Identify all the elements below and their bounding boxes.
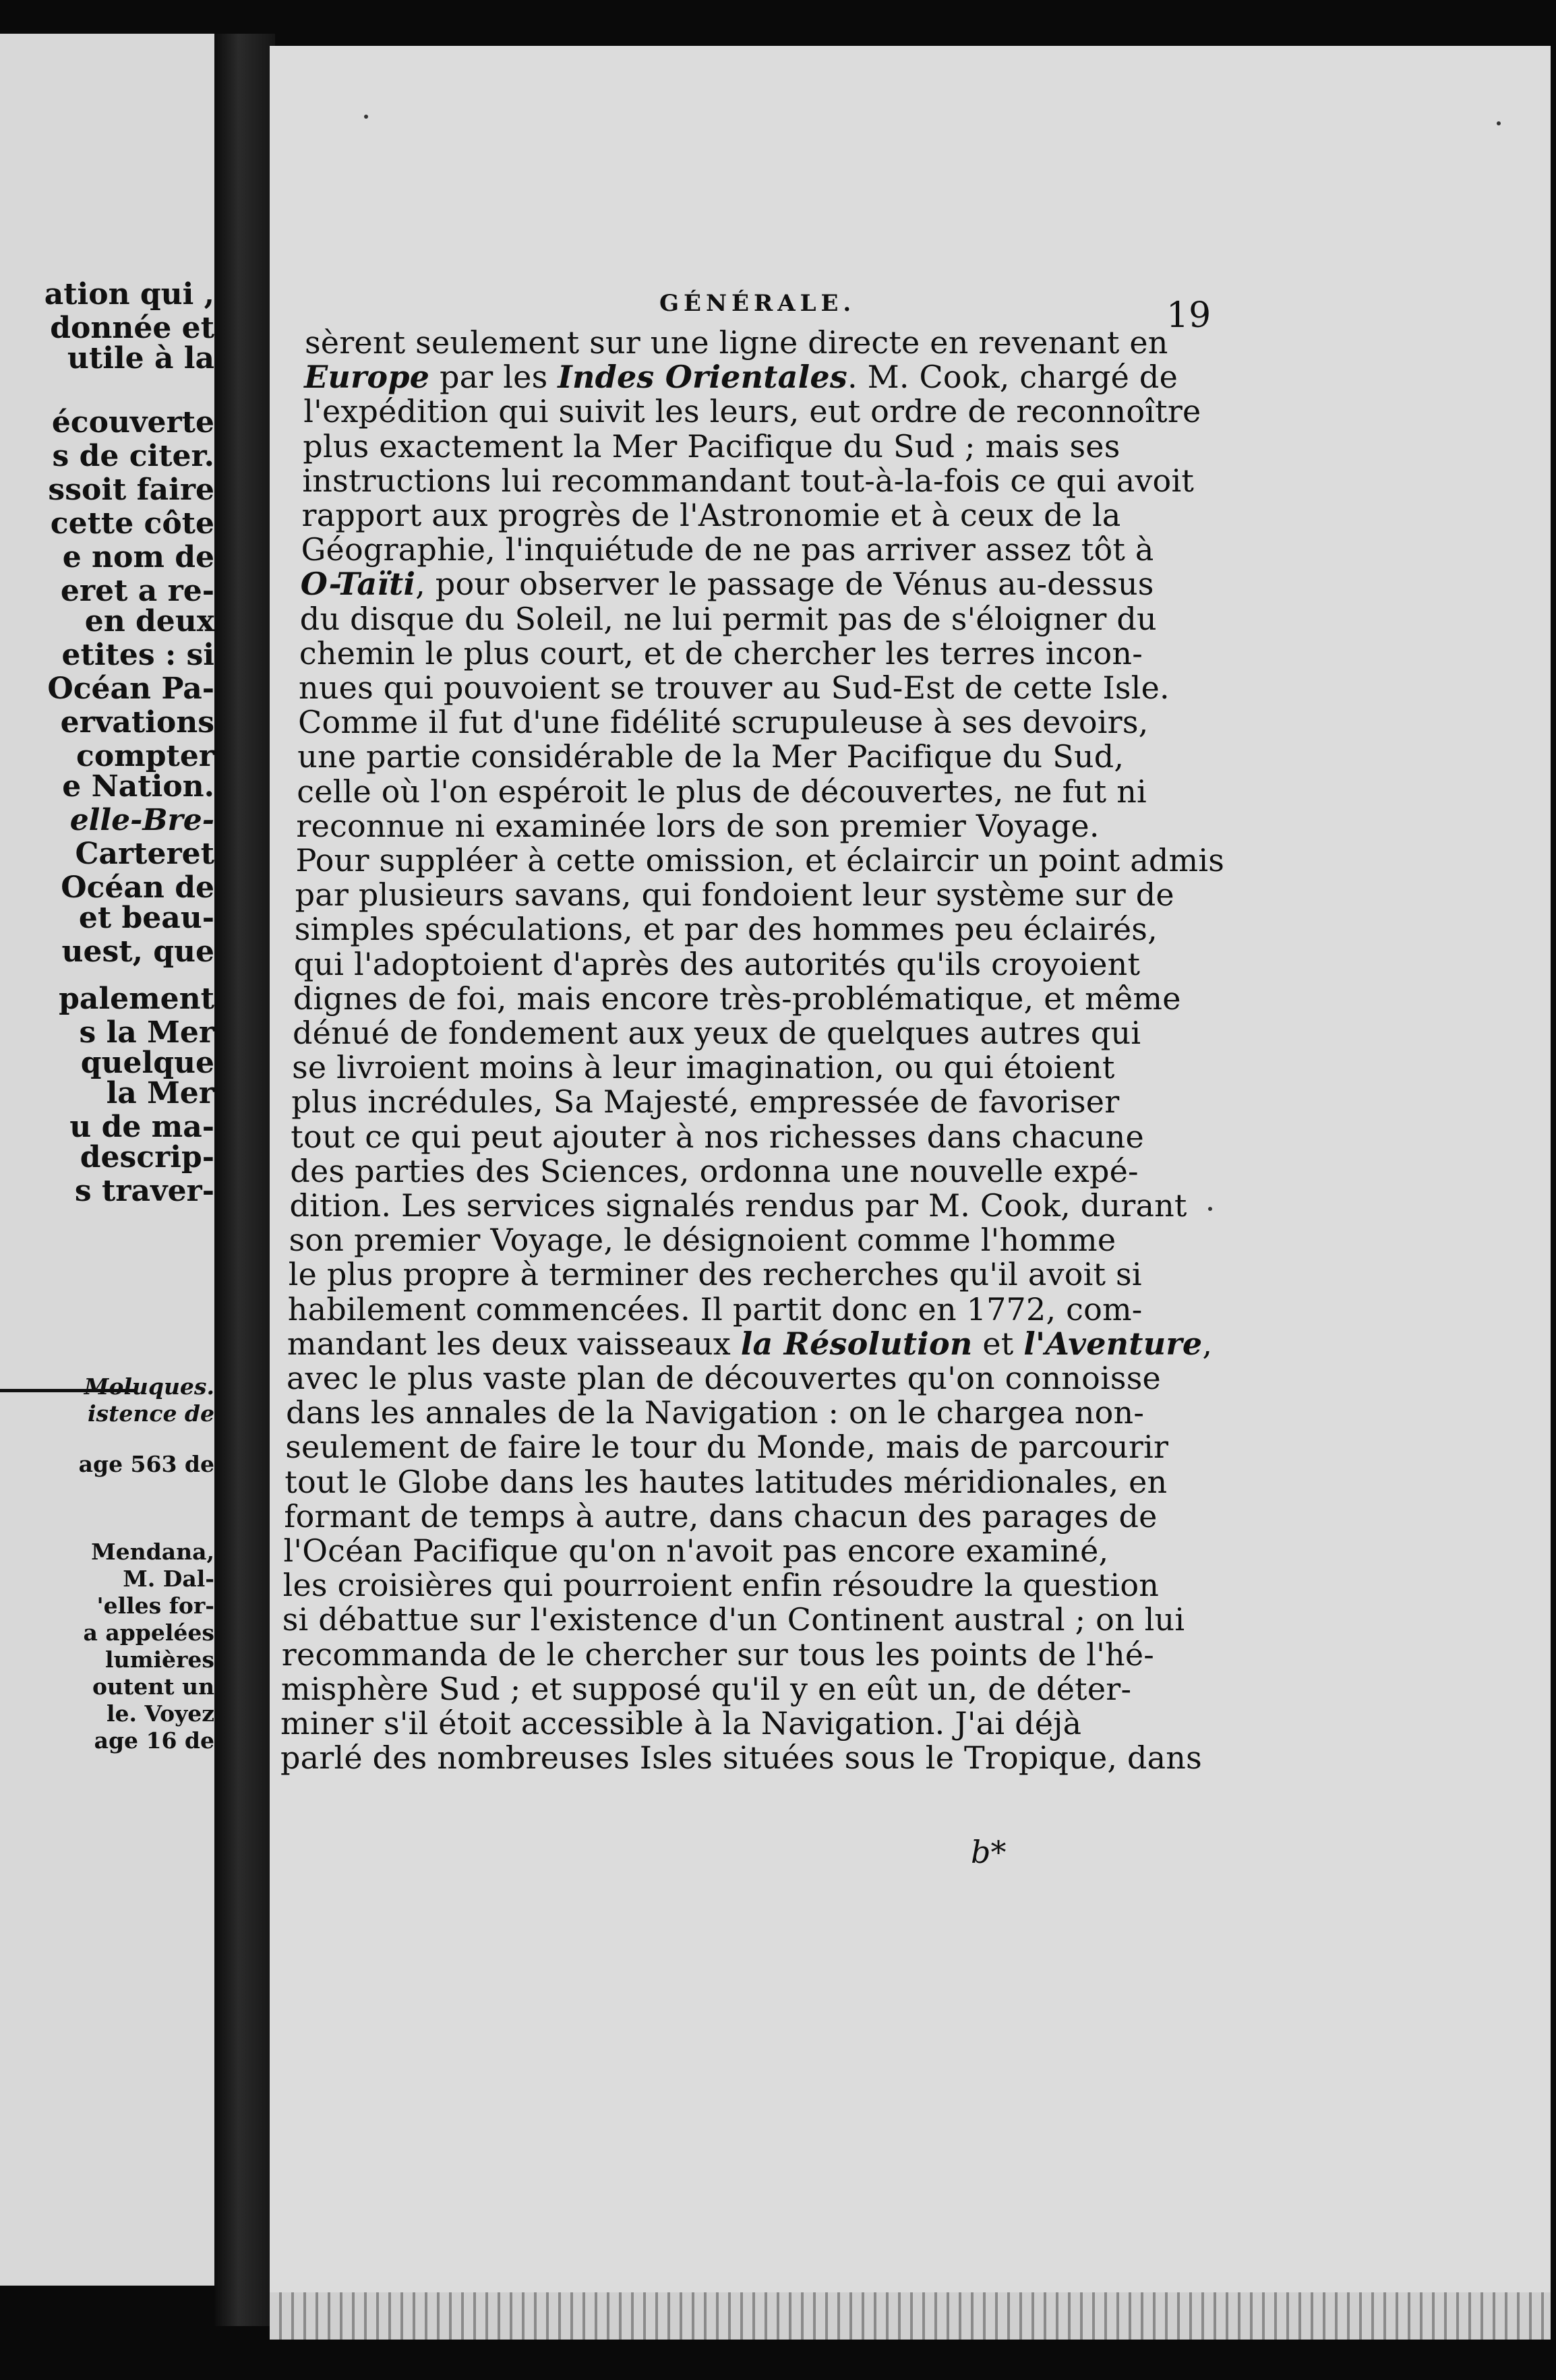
left-page-footnote-line: M. Dal- (123, 1566, 214, 1592)
left-page-line: la Mer (106, 1076, 214, 1110)
running-head: GÉNÉRALE. (659, 290, 856, 317)
body-line: une partie considérable de la Mer Pacifique du Sud, (297, 738, 1125, 775)
body-line: dans les annales de la Navigation : on le chargea non- (286, 1394, 1145, 1431)
body-line: nues qui pouvoient se trouver au Sud-Est de cette Isle. (299, 670, 1170, 706)
left-page-line: u de ma- (69, 1110, 214, 1144)
body-line: chemin le plus court, et de chercher les terres incon- (299, 634, 1143, 672)
body-line: rapport aux progrès de l'Astronomie et à ceux de la (301, 497, 1121, 533)
body-line: du disque du Soleil, ne lui permit pas de s'éloigner du (299, 600, 1157, 637)
left-page-line: Océan de (61, 870, 214, 905)
body-line: les croisières qui pourroient enfin résoudre la question (282, 1567, 1160, 1604)
left-page-line: en deux (84, 604, 214, 638)
left-page-footnote-line: Mendana, (91, 1539, 214, 1565)
left-page-line: et beau- (78, 901, 214, 935)
left-page-footnote-line: outent un (92, 1673, 214, 1700)
body-line: mandant les deux vaisseaux la Résolution et l'Aventure, (287, 1325, 1213, 1362)
scan-speck (1208, 1207, 1212, 1211)
body-line: avec le plus vaste plan de découvertes qu'on connoisse (287, 1360, 1161, 1396)
body-line: celle où l'on espéroit le plus de découvertes, ne fut ni (297, 773, 1147, 810)
body-line: misphère Sud ; et supposé qu'il y en eût un, de déter- (280, 1670, 1132, 1707)
body-line: tout le Globe dans les hautes latitudes méridionales, en (285, 1463, 1168, 1500)
body-line: dénué de fondement aux yeux de quelques autres qui (293, 1015, 1141, 1051)
left-page-line: s la Mer (79, 1015, 214, 1050)
body-line: plus incrédules, Sa Majesté, empressée de favoriser (291, 1083, 1120, 1121)
signature-mark: b* (971, 1834, 1007, 1870)
body-line: simples spéculations, et par des hommes peu éclairés, (294, 911, 1158, 948)
body-line: l'Océan Pacifique qu'on n'avoit pas encore examiné, (283, 1533, 1109, 1569)
scan-border (0, 0, 1556, 37)
left-page-footnote-line: istence de (88, 1400, 214, 1427)
body-line: seulement de faire le tour du Monde, mais de parcourir (285, 1429, 1169, 1466)
left-page-footnote-line: age 16 de (94, 1727, 214, 1754)
body-line: l'expédition qui suivit les leurs, eut ordre de reconnoître (303, 393, 1201, 430)
body-line: des parties des Sciences, ordonna une nouvelle expé- (290, 1152, 1139, 1189)
left-page-line: écouverte (51, 405, 214, 440)
left-page-line: Carteret (75, 837, 214, 871)
left-page-line: eret a re- (60, 574, 214, 608)
left-page-line: ssoit faire (48, 473, 214, 507)
body-line: sèrent seulement sur une ligne directe en revenant en (305, 324, 1168, 361)
left-page-footnote-line: a appelées (83, 1619, 214, 1646)
left-page-line: quelque (80, 1046, 214, 1080)
body-line: Europe par les Indes Orientales. M. Cook, chargé de (304, 359, 1178, 396)
body-line: tout ce qui peut ajouter à nos richesses dans chacune (291, 1118, 1144, 1155)
body-line: son premier Voyage, le désignoient comme l'homme (289, 1222, 1116, 1259)
body-line: miner s'il étoit accessible à la Navigation. J'ai déjà (280, 1705, 1082, 1742)
left-page-line: descrip- (80, 1140, 214, 1174)
book-gutter (214, 34, 275, 2326)
left-page-footnote-line: lumières (105, 1646, 214, 1673)
left-page-line: etites : si (61, 638, 214, 672)
left-page-line: utile à la (67, 341, 214, 376)
scan-speck (1497, 121, 1501, 125)
body-line: si débattue sur l'existence d'un Continent austral ; on lui (282, 1601, 1185, 1638)
left-page-footnote-line: le. Voyez (106, 1700, 214, 1727)
left-page-footnote-line: Moluques. (84, 1373, 214, 1400)
body-line: formant de temps à autre, dans chacun des parages de (284, 1497, 1158, 1535)
body-line: Pour suppléer à cette omission, et éclaircir un point admis (295, 842, 1225, 879)
left-page-line: donnée et (50, 311, 214, 345)
left-page-line: e nom de (62, 540, 214, 574)
body-line: O-Taïti, pour observer le passage de Vénus au-dessus (300, 566, 1154, 603)
body-line: dignes de foi, mais encore très-problématique, et même (293, 980, 1181, 1017)
body-line: le plus propre à terminer des recherches qu'il avoit si (288, 1256, 1142, 1293)
left-page-line: s traver- (74, 1174, 214, 1208)
left-page-line: e Nation. (62, 769, 214, 804)
left-page-line: cette côte (50, 506, 214, 541)
body-line: Géographie, l'inquiétude de ne pas arriver assez tôt à (301, 531, 1154, 568)
body-line: dition. Les services signalés rendus par M. Cook, durant (289, 1187, 1187, 1224)
body-line: qui l'adoptoient d'après des autorités qu'ils croyoient (293, 945, 1141, 982)
left-page-line: compter (76, 739, 214, 773)
page-number: 19 (1166, 295, 1211, 336)
left-page-footnote-line: 'elles for- (96, 1593, 214, 1619)
left-page-line: palement (59, 982, 214, 1016)
scan-speck (364, 115, 368, 119)
body-line: parlé des nombreuses Isles situées sous le Tropique, dans (280, 1739, 1202, 1777)
left-page-line: ation qui , (44, 277, 214, 311)
left-page-line: Océan Pa- (47, 672, 214, 706)
body-line: plus exactement la Mer Pacifique du Sud ; mais ses (303, 427, 1120, 465)
body-line: recommanda de le chercher sur tous les points de l'hé- (281, 1636, 1154, 1673)
left-page-line: s de citer. (52, 439, 214, 473)
body-line: par plusieurs savans, qui fondoient leur système sur de (295, 876, 1174, 914)
left-page-line: uest, que (61, 934, 214, 969)
body-line: se livroient moins à leur imagination, ou qui étoient (292, 1049, 1115, 1086)
left-page-footnote-line: age 563 de (78, 1451, 214, 1477)
left-page-line: ervations (60, 705, 214, 740)
left-page-line: elle-Bre- (69, 803, 214, 837)
body-line: reconnue ni examinée lors de son premier Voyage. (296, 807, 1100, 844)
left-page-fragment (0, 34, 214, 2286)
body-line: habilement commencées. Il partit donc en 1772, com- (287, 1290, 1143, 1328)
body-line: instructions lui recommandant tout-à-la-fois ce qui avoit (302, 462, 1195, 499)
page-edge (270, 2292, 1551, 2340)
body-line: Comme il fut d'une fidélité scrupuleuse à ses devoirs, (298, 704, 1149, 741)
